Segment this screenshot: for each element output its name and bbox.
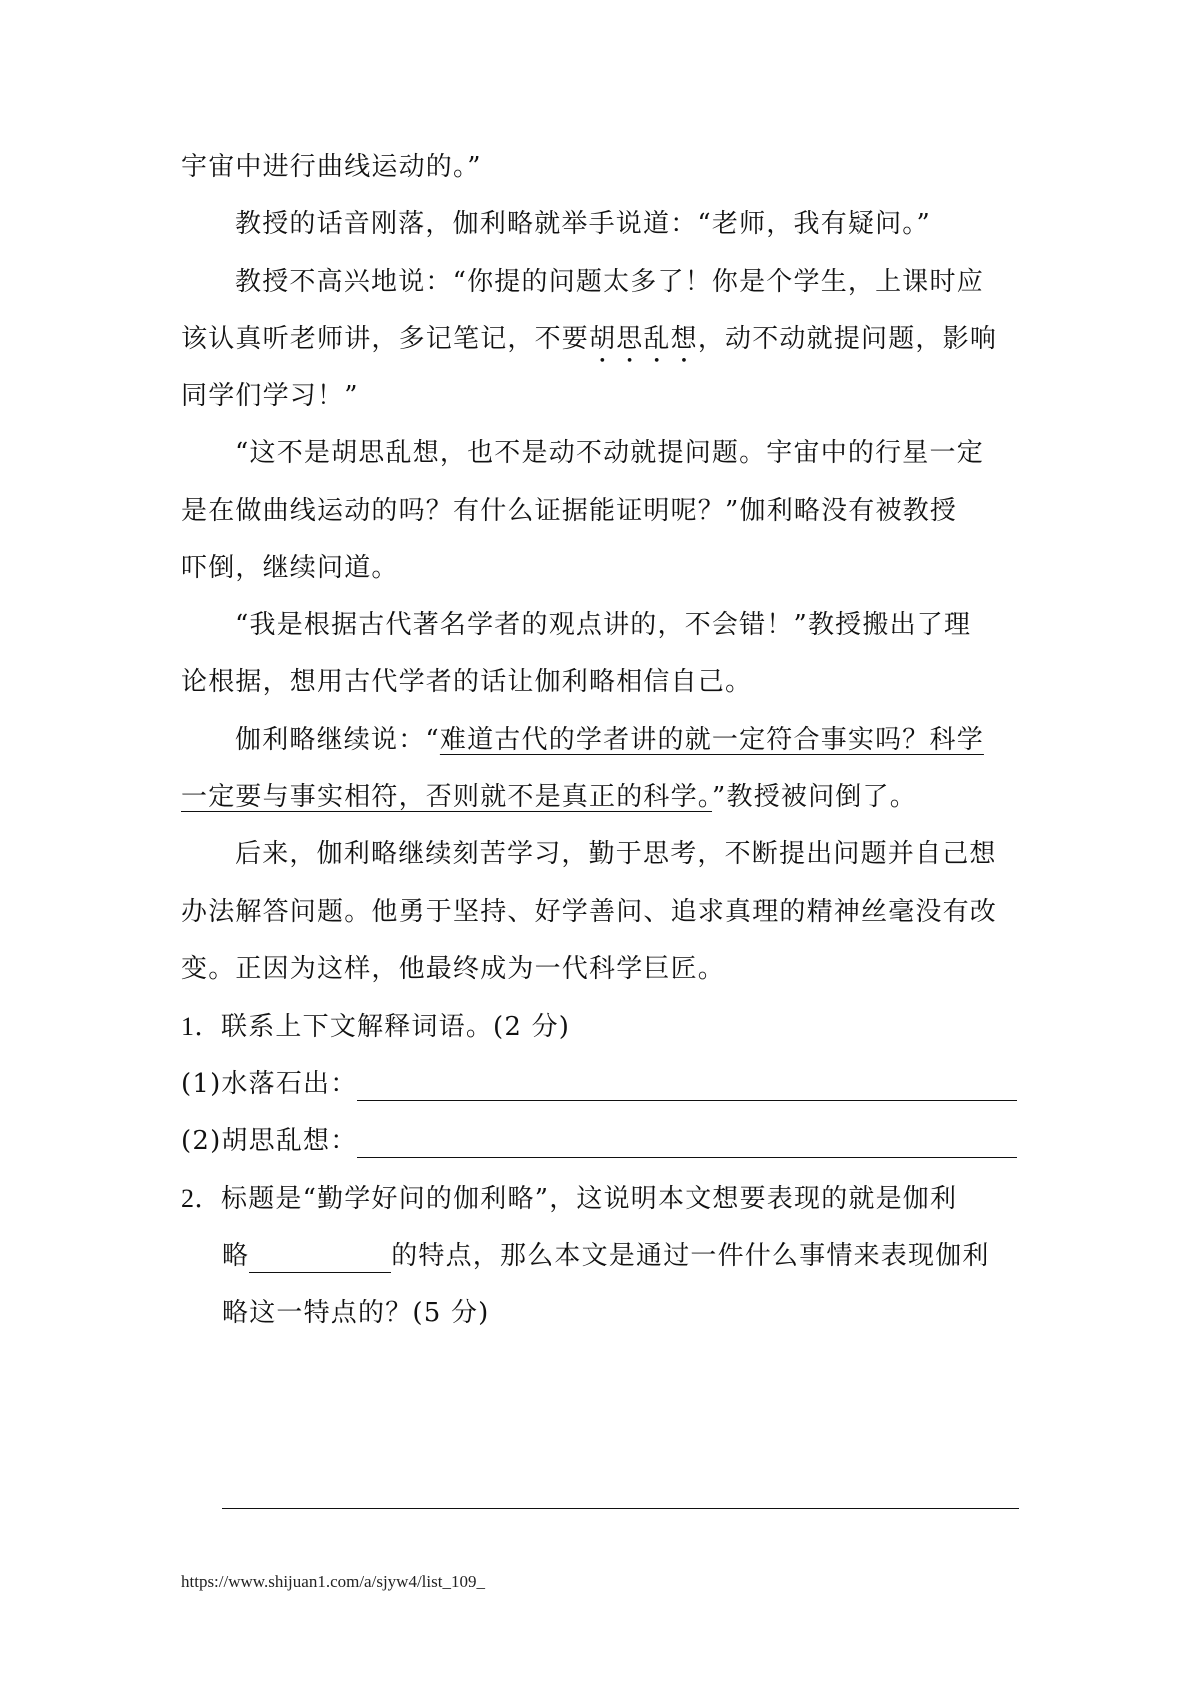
passage-line: [235, 723, 1021, 757]
passage-line: 办法解答问题。他勇于坚持、好学善问、追求真理的精神丝毫没有改: [181, 897, 998, 927]
passage-line: [181, 322, 1021, 369]
answer-line[interactable]: [222, 1508, 1019, 1509]
passage-line: 是在做曲线运动的吗？有什么证据能证明呢？”伽利略没有被教授: [181, 496, 958, 526]
passage-line: 教授不高兴地说：“你提的问题太多了！你是个学生，上课时应: [235, 267, 984, 297]
passage-line: 吓倒，继续问道。: [181, 553, 399, 583]
text-run: 该认真听老师讲，多记笔记，不要: [181, 324, 590, 354]
sub-question-label: (2)胡思乱想：: [181, 1126, 358, 1156]
text-run: 略: [222, 1241, 250, 1271]
sub-question-label: (1)水落石出：: [181, 1069, 358, 1099]
passage-line: 论根据，想用古代学者的话让伽利略相信自己。: [181, 667, 753, 697]
source-url: https://www.shijuan1.com/a/sjyw4/list_109_: [181, 1572, 485, 1591]
passage-line: 变。正因为这样，他最终成为一代科学巨匠。: [181, 954, 726, 984]
question-number: 2．: [181, 1184, 222, 1213]
answer-blank[interactable]: [357, 1131, 1017, 1158]
question-2: [181, 1182, 1021, 1216]
answer-blank[interactable]: [249, 1246, 391, 1273]
question-1-sub-1: [181, 1067, 1021, 1101]
question-text: 标题是“勤学好问的伽利略”，这说明本文想要表现的就是伽利: [221, 1184, 958, 1214]
question-number: 1．: [181, 1012, 222, 1041]
emphasized-word: 胡思乱想: [589, 324, 698, 354]
passage-line: 宇宙中进行曲线运动的。”: [181, 152, 482, 182]
passage-line: [181, 780, 1021, 814]
text-run: 的特点，那么本文是通过一件什么事情来表现伽利: [391, 1241, 990, 1271]
passage-line: “这不是胡思乱想，也不是动不动就提问题。宇宙中的行星一定: [235, 438, 984, 468]
passage-line: “我是根据古代著名学者的观点讲的，不会错！”教授搬出了理: [235, 610, 972, 640]
text-run: 伽利略继续说：“: [235, 725, 440, 755]
question-2-line: 略这一特点的？(5 分): [222, 1298, 490, 1328]
passage-line: 后来，伽利略继续刻苦学习，勤于思考，不断提出问题并自己想: [235, 839, 997, 869]
question-2-line: [222, 1239, 1021, 1273]
passage-line: 教授的话音刚落，伽利略就举手说道：“老师，我有疑问。”: [235, 209, 931, 239]
question-1-sub-2: [181, 1124, 1021, 1158]
passage-line: 同学们学习！”: [181, 381, 359, 411]
underlined-sentence: 一定要与事实相符，否则就不是真正的科学。: [181, 782, 713, 812]
underlined-sentence: 难道古代的学者讲的就一定符合事实吗？科学: [439, 725, 984, 755]
text-run: ”教授被问倒了。: [712, 782, 917, 812]
text-run: ，动不动就提问题，影响: [697, 324, 998, 354]
question-1: [181, 1010, 1021, 1044]
answer-blank[interactable]: [357, 1074, 1017, 1101]
question-text: 联系上下文解释词语。(2 分): [221, 1012, 571, 1042]
